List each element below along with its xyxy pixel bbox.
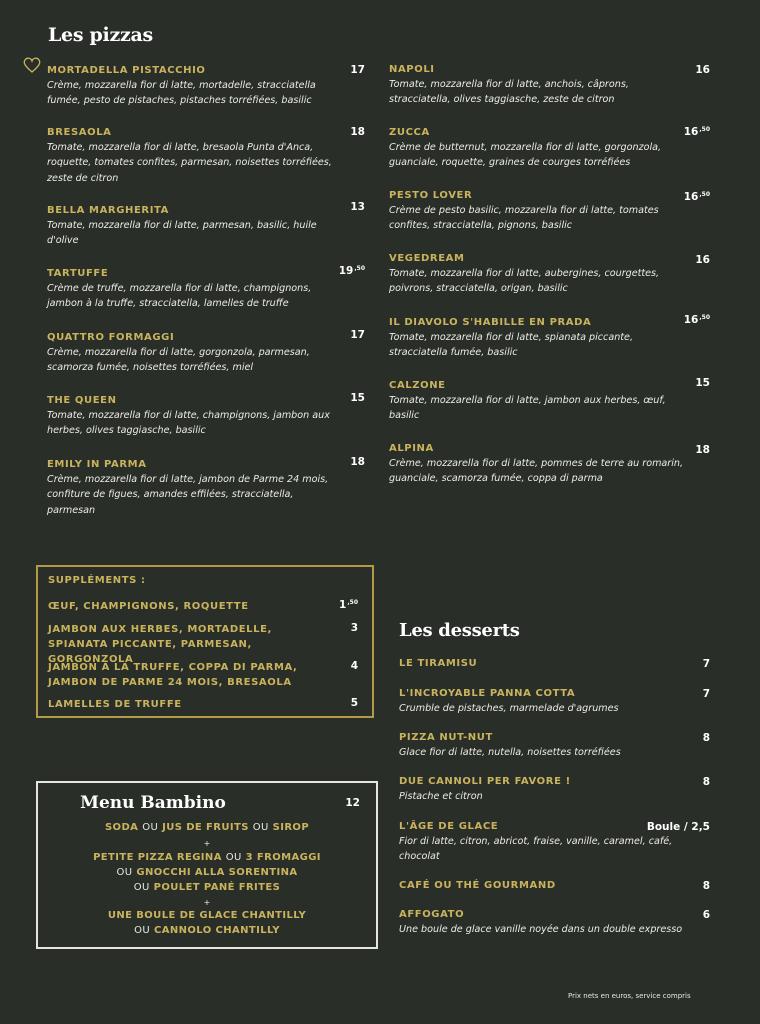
pizza-price: 16 [695,64,710,76]
dessert-item [399,908,699,937]
pizza-price: $16^{,50}$ [683,314,710,326]
pizza-price: 13 [350,201,365,213]
supplement-price: 4 [350,660,358,672]
dessert-description: Crumble de pistaches, marmelade d'agrumes [399,703,619,714]
pizza-name: BELLA MARGHERITA [47,205,170,216]
pizza-description: Crème de truffe, mozzarella fior di latte, champignons, jambon à la truffe, stracciatella, lamelles de truffe [47,283,312,310]
pizza-price: 16 [695,254,710,266]
pizza-description: Tomate, mozzarella fior di latte, bresaola Punta d'Anca, roquette, tomates confites, parmesan, noisettes torréfiées, zeste de citron [47,142,332,184]
bambino-main-line-3: OU POULET PANÉ FRITES [133,882,281,893]
pizza-description: Crème de butternut, mozzarella fior di latte, gorgonzola, guanciale, roquette, graines de courges torréfiées [389,142,662,169]
pizza-description: Tomate, mozzarella fior di latte, anchois, câprons, stracciatella, olives taggiasche, zeste de citron [389,79,629,106]
pizzas-title: Les pizzas [48,24,153,46]
pizza-price: $19^{,50}$ [338,265,365,277]
pizza-item [47,204,342,249]
pizza-name: BRESAOLA [47,127,112,138]
dessert-name: L'INCROYABLE PANNA COTTA [399,688,576,699]
bambino-dessert-line-1: UNE BOULE DE GLACE CHANTILLY [107,910,307,921]
pizza-item [47,126,342,186]
supplement-price: 5 [350,697,358,709]
dessert-name: DUE CANNOLI PER FAVORE ! [399,776,571,787]
pizza-name: QUATTRO FORMAGGI [47,332,175,343]
pizza-item [389,189,689,234]
supplement-price: $1^{,50}$ [339,599,358,611]
pizza-description: Tomate, mozzarella fior di latte, champignons, jambon aux herbes, olives taggiasche, basilic [47,410,330,437]
dessert-description: Glace fior di latte, nutella, noisettes torréfiées [399,747,621,758]
pizza-price: 18 [695,444,710,456]
bambino-main-line-2: OU GNOCCHI ALLA SORENTINA [116,867,298,878]
pizza-description: Crème, mozzarella fior di latte, jambon de Parme 24 mois, confiture de figues, amandes effilées, stracciatella, parmesan [47,474,329,516]
dessert-price: 6 [702,909,710,921]
supplement-price: 3 [350,622,358,634]
bambino-title: Menu Bambino [80,793,226,813]
dessert-price: 8 [702,880,710,892]
pizza-item [389,126,689,171]
dessert-item [399,879,699,893]
pizza-name: MORTADELLA PISTACCHIO [47,65,206,76]
pizza-description: Crème, mozzarella fior di latte, pommes de terre au romarin, guanciale, scamorza fumée, coppa di parma [389,458,684,485]
pizza-name: IL DIAVOLO S'HABILLE EN PRADA [389,317,592,328]
pizza-description: Tomate, mozzarella fior di latte, spianata piccante, stracciatella fumée, basilic [389,332,633,359]
pizza-price: $16^{,50}$ [683,191,710,203]
bambino-drinks: SODA OU JUS DE FRUITS OU SIROP [104,822,310,833]
pizza-item [47,458,342,518]
bambino-plus: + [203,898,211,907]
pizza-name: NAPOLI [389,64,435,75]
desserts-title: Les desserts [399,620,520,641]
dessert-price: 8 [702,732,710,744]
pizza-description: Tomate, mozzarella fior di latte, parmesan, basilic, huile d'olive [47,220,317,247]
pizza-description: Crème, mozzarella fior di latte, mortadelle, stracciatella fumée, pesto de pistaches, pistaches torréfiées, basilic [47,80,316,107]
supplements-title: SUPPLÉMENTS : [48,575,146,586]
pizza-name: TARTUFFE [47,268,109,279]
supplement-name: JAMBON AUX HERBES, MORTADELLE, SPIANATA PICCANTE, PARMESAN, GORGONZOLA [48,624,272,665]
dessert-item [399,657,699,671]
pizza-name: PESTO LOVER [389,190,473,201]
dessert-name: CAFÉ OU THÉ GOURMAND [399,880,556,891]
pizza-item [389,252,689,297]
bambino-price: 12 [345,797,360,809]
pizza-name: EMILY IN PARMA [47,459,147,470]
pizza-name: VEGEDREAM [389,253,465,264]
pizza-item [47,331,342,376]
dessert-item [399,687,699,716]
dessert-description: Pistache et citron [399,791,483,802]
pizza-name: ZUCCA [389,127,430,138]
pizza-price: $16^{,50}$ [683,126,710,138]
pizza-item [389,379,689,424]
bambino-plus: + [203,839,211,848]
supplement-name: JAMBON À LA TRUFFE, COPPA DI PARMA, JAMBON DE PARME 24 MOIS, BRESAOLA [48,662,298,688]
dessert-name: LE TIRAMISU [399,658,478,669]
dessert-name: AFFOGATO [399,909,465,920]
pizza-description: Crème de pesto basilic, mozzarella fior di latte, tomates confites, stracciatella, pignons, basilic [389,205,659,232]
pizza-price: 17 [350,329,365,341]
dessert-price: 7 [702,658,710,670]
pizza-description: Crème, mozzarella fior di latte, gorgonzola, parmesan, scamorza fumée, noisettes torréfiées, miel [47,347,310,374]
bambino-dessert-line-2: OU CANNOLO CHANTILLY [134,925,280,936]
dessert-name: PIZZA NUT-NUT [399,732,493,743]
footer-note: Prix nets en euros, service compris [568,992,691,1000]
pizza-description: Tomate, mozzarella fior di latte, aubergines, courgettes, poivrons, stracciatella, origan, basilic [389,268,660,295]
pizza-item [47,394,342,439]
pizza-item [389,316,689,361]
supplement-name: ŒUF, CHAMPIGNONS, ROQUETTE [48,601,249,612]
pizza-price: 18 [350,456,365,468]
supplement-row [48,660,358,690]
dessert-price: 7 [702,688,710,700]
heart-icon [22,55,42,75]
pizza-price: 15 [695,377,710,389]
dessert-description: Une boule de glace vanille noyée dans un double expresso [399,924,683,935]
dessert-price: 8 [702,776,710,788]
pizza-name: CALZONE [389,380,446,391]
dessert-item [399,731,699,760]
supplements-box [36,565,374,718]
supplement-name: LAMELLES DE TRUFFE [48,699,182,710]
pizza-price: 15 [350,392,365,404]
dessert-name: L'ÂGE DE GLACE [399,821,499,832]
pizza-price: 17 [350,64,365,76]
pizza-description: Tomate, mozzarella fior di latte, jambon aux herbes, œuf, basilic [389,395,666,422]
pizza-item [47,64,342,109]
bambino-main-line-1: PETITE PIZZA REGINA OU 3 FROMAGGI [93,852,321,863]
pizza-name: THE QUEEN [47,395,117,406]
dessert-price: Boule / 2,5 [646,821,710,833]
pizza-name: ALPINA [389,443,434,454]
dessert-item [399,775,699,804]
pizza-price: 18 [350,126,365,138]
supplement-row [48,697,358,712]
supplement-row [48,599,358,614]
bambino-box [36,781,378,949]
dessert-description: Fior di latte, citron, abricot, fraise, vanille, caramel, café, chocolat [399,836,673,863]
pizza-item [47,267,342,312]
pizza-item [389,442,689,487]
pizza-item [389,63,689,108]
